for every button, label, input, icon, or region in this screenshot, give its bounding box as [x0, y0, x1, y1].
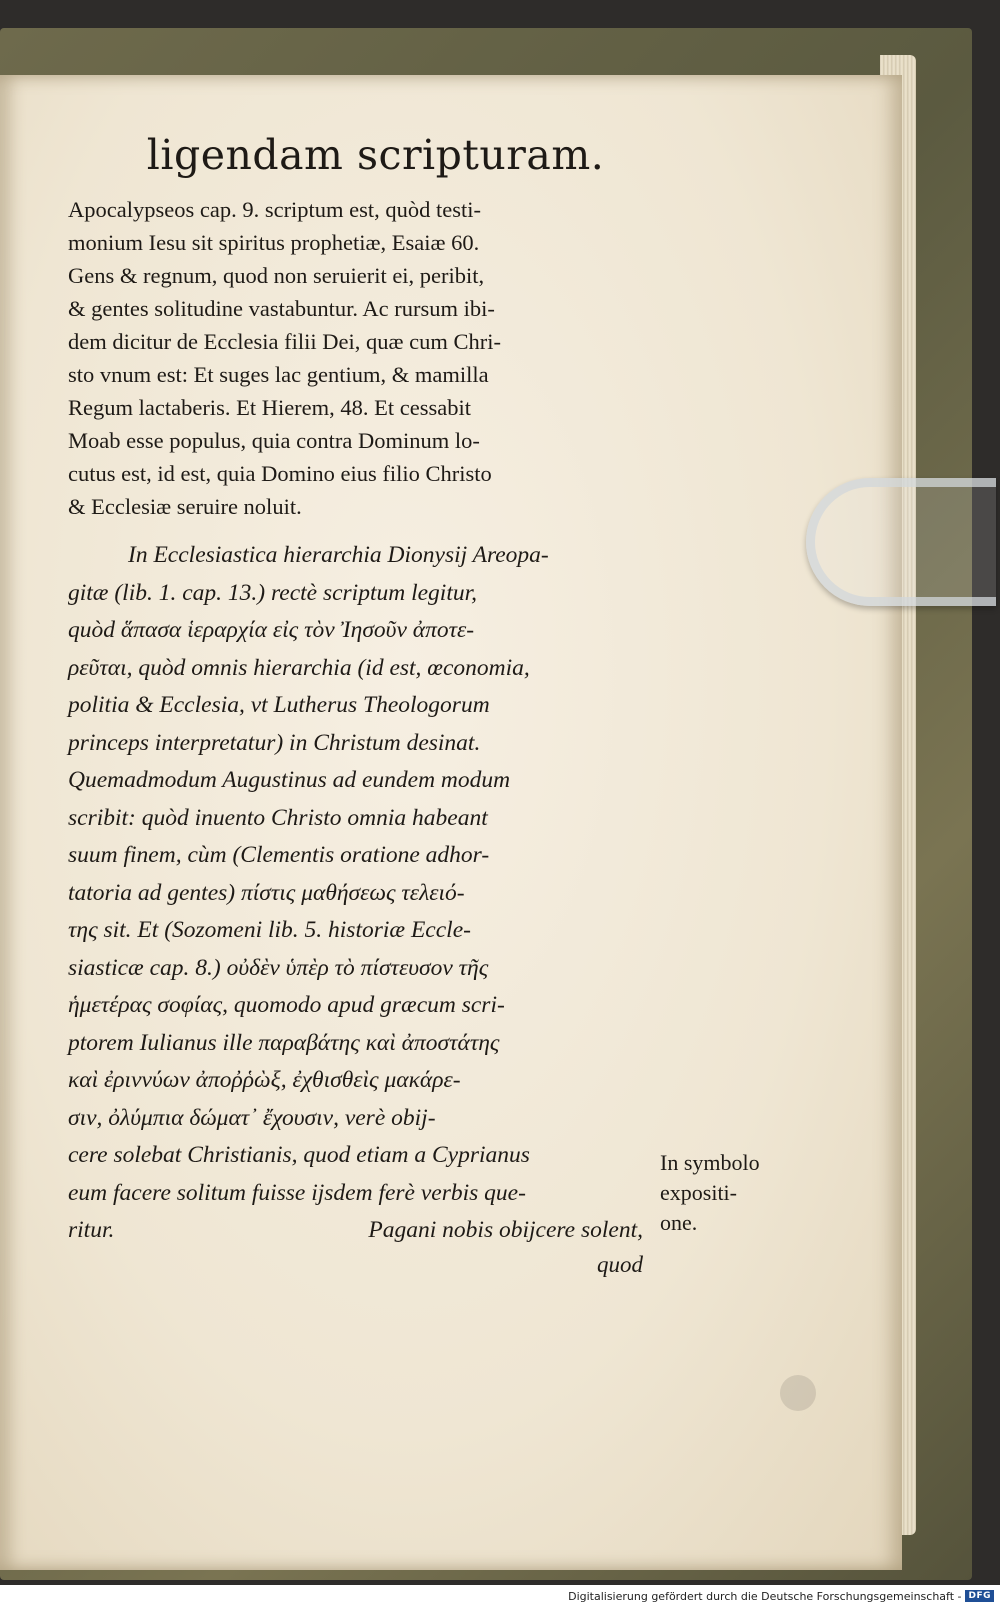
text-line: sto vnum est: Et suges lac gentium, & mamilla [68, 362, 489, 387]
footer-bar [0, 1585, 1000, 1607]
text-line: καὶ ἐριννύων ἀποῤῥὼξ, ἐχθισθεὶς μακάρε- [68, 1067, 461, 1093]
text-line: Regum lactaberis. Et Hierem, 48. Et cessabit [68, 395, 472, 420]
text-line: ρεῦται, quòd omnis hierarchia (id est, œconomia, [68, 654, 530, 681]
text-line: princeps interpretatur) in Christum desinat. [68, 729, 481, 756]
text-line: politia & Ecclesia, vt Lutherus Theologorum [68, 692, 490, 718]
text-line: Gens & regnum, quod non seruierit ei, peribit, [68, 263, 485, 288]
marginal-note-line: one. [660, 1210, 698, 1235]
page-clip [806, 478, 996, 606]
text-line: gitæ (lib. 1. cap. 13.) rectè scriptum legitur, [68, 579, 478, 606]
text-line: ptorem Iulianus ille παραβάτης καὶ ἀποστάτης [68, 1029, 500, 1056]
catchword: quod [597, 1251, 643, 1277]
text-line-last [68, 1212, 643, 1250]
marginal-note-line: expositi- [660, 1180, 737, 1205]
book-page [0, 75, 902, 1570]
text-line: Quemadmodum Augustinus ad eundem modum [68, 767, 511, 793]
last-line-left: ritur. [68, 1217, 115, 1243]
marginal-note-line: In symbolo [660, 1150, 760, 1175]
text-line: & Ecclesiæ seruire noluit. [68, 494, 302, 519]
text-line: siasticæ cap. 8.) οὐδὲν ὑπὲρ τὸ πίστευσον τῆς [68, 954, 489, 981]
footer-credit: Digitalisierung gefördert durch die Deutsche Forschungsgemeinschaft - [568, 1589, 962, 1603]
text-line: quòd ἅπασα ἱεραρχία εἰς τὸν Ἰησοῦν ἀποτε- [68, 617, 475, 643]
text-line: eum facere solitum fuisse ijsdem ferè verbis que- [68, 1179, 526, 1206]
text-line: tatoria ad gentes) πίστις μαθήσεως τελειό- [68, 879, 465, 906]
text-line: dem dicitur de Ecclesia filii Dei, quæ cum Chri- [68, 329, 502, 354]
text-line: της sit. Et (Sozomeni lib. 5. historiæ Eccle- [68, 917, 471, 943]
text-line: cere solebat Christianis, quod etiam a Cyprianus [68, 1142, 530, 1168]
text-line: & gentes solitudine vastabuntur. Ac rursum ibi- [68, 296, 495, 321]
text-line: ἡμετέρας σοφίας, quomodo apud græcum scri- [68, 992, 505, 1018]
text-line: Moab esse populus, quia contra Dominum lo- [68, 428, 480, 453]
text-line: σιν, ὀλύμπια δώματ᾽ ἔχουσιν, verè obij- [68, 1104, 436, 1131]
main-text-block [68, 131, 643, 1278]
text-line: scribit: quòd inuento Christo omnia habeant [68, 804, 488, 831]
roman-paragraph [68, 193, 643, 523]
last-line-right: Pagani nobis obijcere solent, [368, 1217, 643, 1243]
text-line: suum finem, cùm (Clementis oratione adhor- [68, 842, 490, 868]
dfg-logo: DFG [965, 1590, 994, 1602]
marginal-note [660, 1148, 760, 1238]
paper-stain [780, 1375, 816, 1411]
running-head: ligendam scripturam. [146, 131, 605, 179]
text-line: monium Iesu sit spiritus prophetiæ, Esaiæ 60. [68, 230, 480, 255]
italic-paragraph [68, 537, 643, 1250]
text-line: cutus est, id est, quia Domino eius filio Christo [68, 461, 492, 486]
text-line: In Ecclesiastica hierarchia Dionysij Areopa- [128, 542, 549, 568]
text-line: Apocalypseos cap. 9. scriptum est, quòd testi- [68, 197, 482, 222]
